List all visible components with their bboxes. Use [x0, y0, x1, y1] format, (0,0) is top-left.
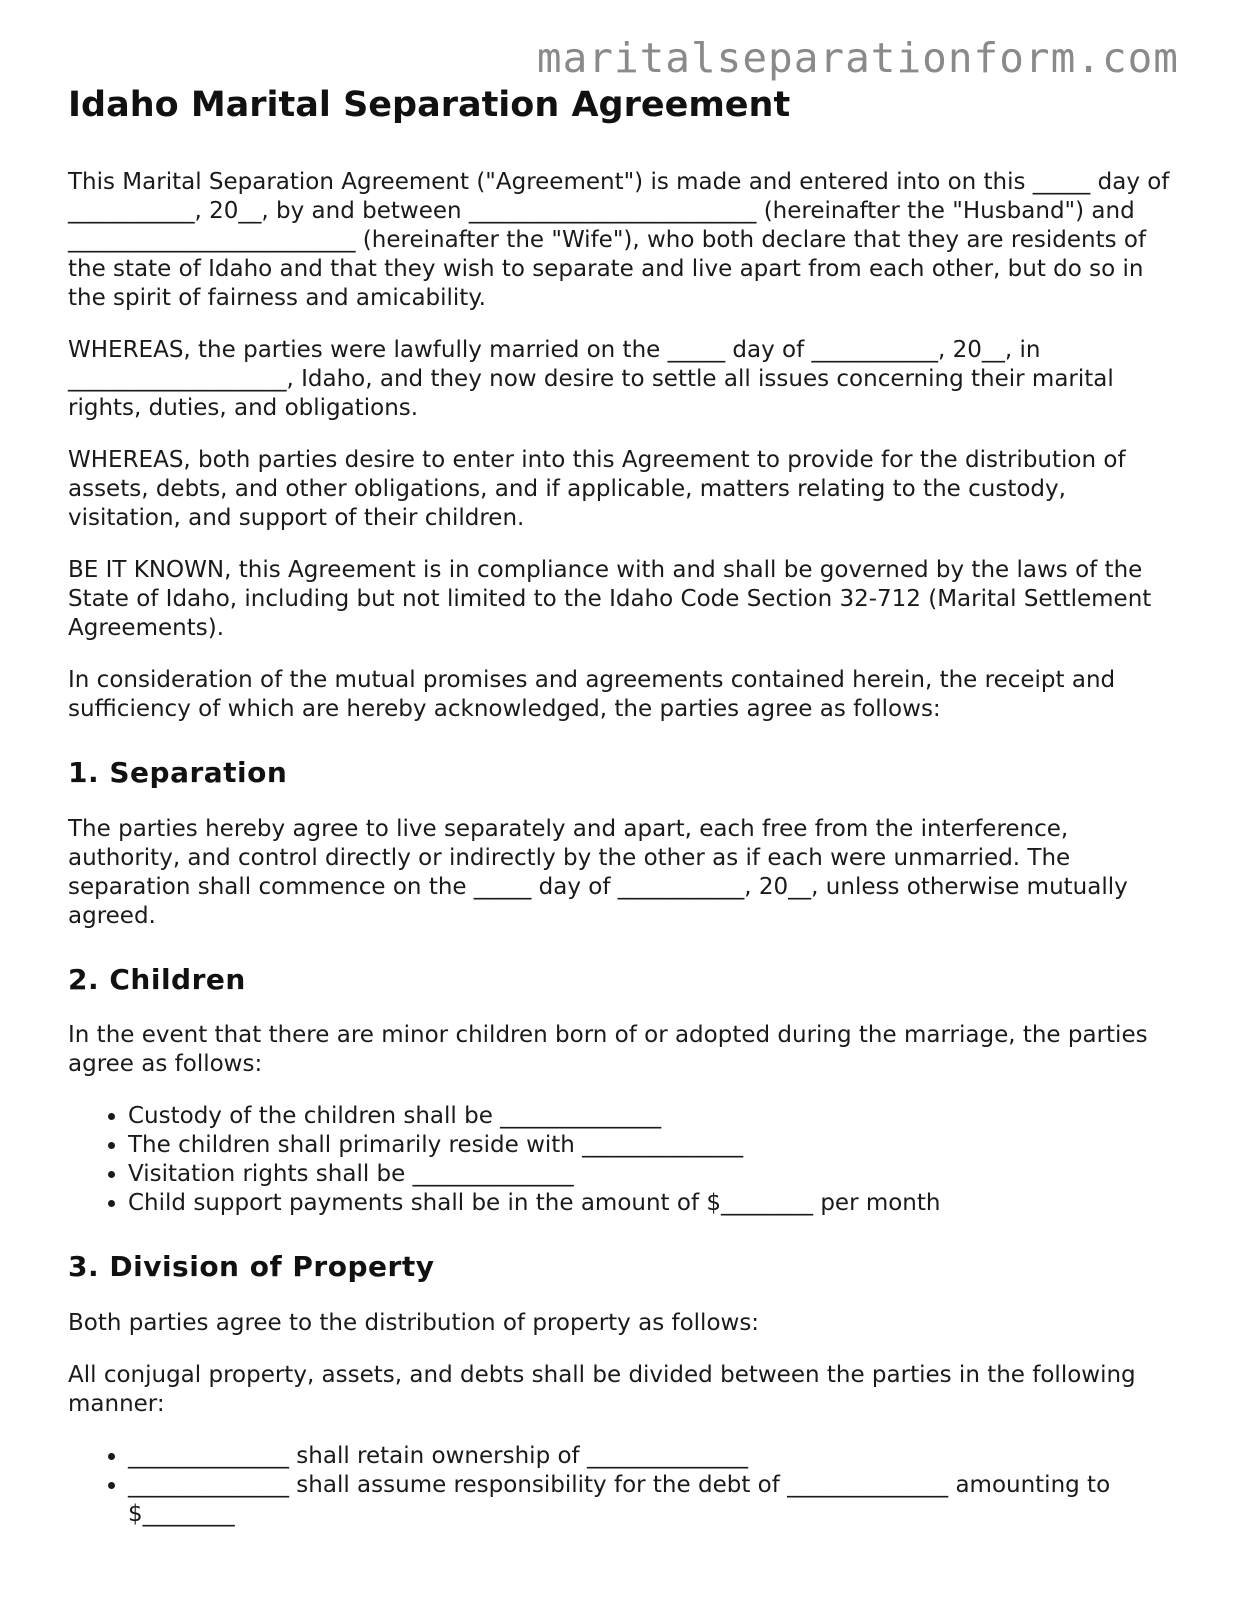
- list-item: • Visitation rights shall be ______________: [128, 1160, 1178, 1189]
- whereas-agreement-paragraph: WHEREAS, both parties desire to enter into this Agreement to provide for the distribution of assets, debts, and other obligations, and if applicable, matters relating to the custody, visitation, and support of their children.: [68, 447, 1126, 531]
- property-division-paragraph: All conjugal property, assets, and debts shall be divided between the parties in the following manner:: [68, 1361, 1136, 1417]
- consideration-paragraph: In consideration of the mutual promises and agreements contained herein, the receipt and sufficiency of which are hereby acknowledged, the parties agree as follows:: [68, 667, 1116, 722]
- section-heading-children: 2. Children: [68, 962, 246, 996]
- section-heading-property: 3. Division of Property: [68, 1250, 435, 1284]
- property-list: [68, 1442, 1178, 1529]
- list-item: • Child support payments shall be in the amount of $________ per month: [128, 1189, 1178, 1218]
- list-item: • Custody of the children shall be ______________: [128, 1102, 1178, 1131]
- document-title: Idaho Marital Separation Agreement: [68, 85, 791, 125]
- document-page: [68, 84, 1178, 1552]
- be-it-known-paragraph: BE IT KNOWN, this Agreement is in compliance with and shall be governed by the laws of the State of Idaho, including but not limited to the Idaho Code Section 32-712 (Marital Settlement Agreements).: [68, 557, 1152, 641]
- children-list: [68, 1102, 1178, 1218]
- list-item: • ______________ shall retain ownership of ______________: [128, 1442, 1178, 1471]
- intro-paragraph: This Marital Separation Agreement ("Agreement") is made and entered into on this _____ day of ___________, 20__, by and between _________________________ (hereinafter the "Husband") and _________________________ (hereinafter the "Wife"), who both declare that they are residents of the state of Idaho and that they wish to separate and live apart from each other, but do so in the spirit of fairness and amicability.: [68, 169, 1170, 311]
- whereas-married-paragraph: WHEREAS, the parties were lawfully married on the _____ day of ___________, 20__, in ___________________, Idaho, and they now desire to settle all issues concerning their marital rights, duties, and obligations.: [68, 337, 1114, 421]
- separation-paragraph: The parties hereby agree to live separately and apart, each free from the interference, authority, and control directly or indirectly by the other as if each were unmarried. The separation shall commence on the _____ day of ___________, 20__, unless otherwise mutually agreed.: [68, 815, 1128, 929]
- watermark: maritalseparationform.com: [536, 34, 1179, 82]
- list-item: • ______________ shall assume responsibility for the debt of ______________ amounting to $________: [128, 1471, 1178, 1529]
- section-heading-separation: 1. Separation: [68, 756, 288, 789]
- property-paragraph: Both parties agree to the distribution of property as follows:: [68, 1309, 760, 1336]
- list-item: • The children shall primarily reside with ______________: [128, 1131, 1178, 1160]
- children-paragraph: In the event that there are minor children born of or adopted during the marriage, the parties agree as follows:: [68, 1022, 1148, 1078]
